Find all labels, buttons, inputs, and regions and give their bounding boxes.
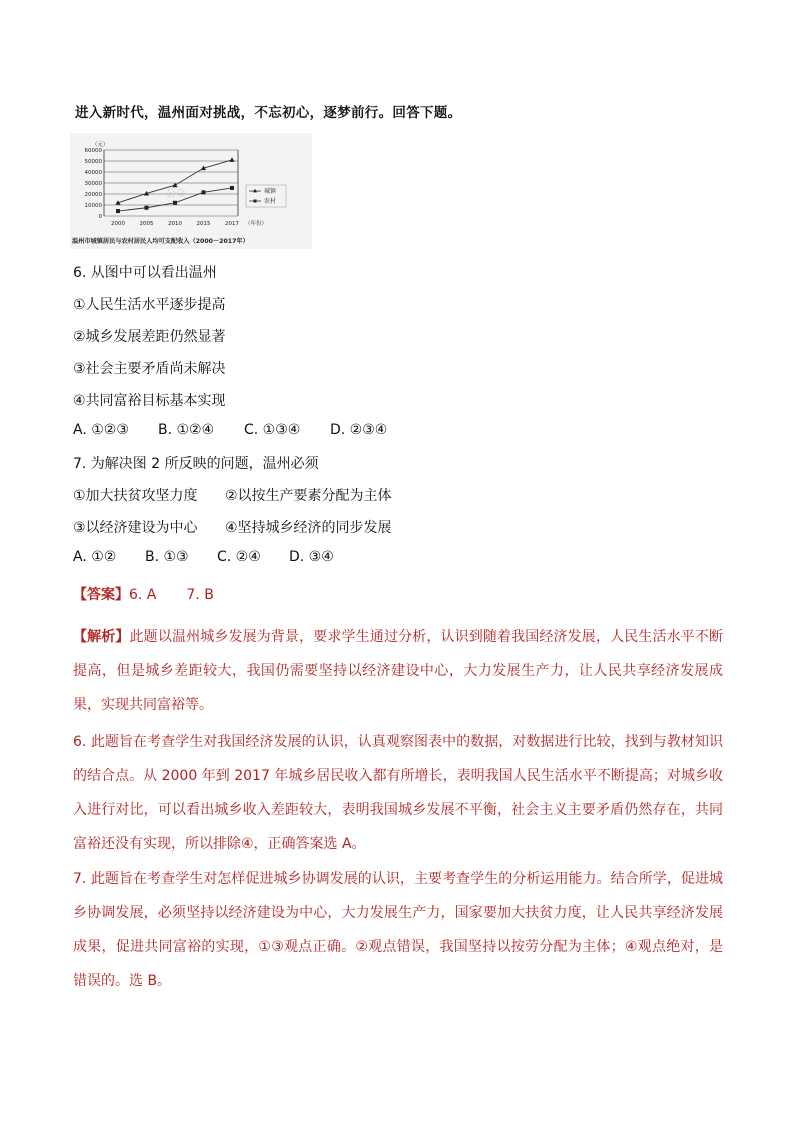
answer-line (73, 584, 214, 604)
x-tick-label: 2000 (111, 221, 125, 227)
y-tick-label: 60000 (84, 148, 102, 154)
q7-option-d: D. ③④ (289, 549, 334, 565)
q6-option-c: C. ①③④ (244, 422, 301, 438)
explanation-6: 6. 此题旨在考查学生对我国经济发展的认识，认真观察图表中的数据，对数据进行比较，找到与教材知识的结合点。从 2000 年到 2017 年城乡居民收入都有所增长，表明我国人民生活水平不断提高；对城乡收入进行对比，可以看出城乡收入差距较大，表明我国城乡发展不平衡，社会主义主要矛盾仍然存在，共同富裕还没有实现，所以排除④，正确答案选 A。 (73, 734, 723, 852)
q7-item-2: ②以按生产要素分配为主体 (225, 488, 392, 504)
series-point-rural (116, 209, 120, 213)
watermark-text: 公众 (166, 189, 186, 200)
answer-6: 6. A (129, 587, 157, 603)
chart-title: 温州市城镇居民与农村居民人均可支配收入（2000－2017年） (72, 238, 249, 245)
q7-item-1: ①加大扶贫攻坚力度 (73, 488, 198, 504)
q6-item-3: ③社会主要矛盾尚未解决 (73, 361, 226, 377)
legend-label-urban: 城镇 (264, 188, 277, 195)
q7-option-c: C. ②④ (217, 549, 261, 565)
legend-label-rural: 农村 (264, 198, 277, 205)
y-tick-label: 20000 (84, 192, 102, 198)
series-point-rural (145, 206, 149, 210)
x-tick-label: 2017 (225, 221, 239, 227)
q7-row-1 (73, 485, 392, 505)
legend-marker-rural (254, 200, 257, 203)
y-tick-label: 0 (98, 214, 102, 220)
x-tick-label: 2005 (139, 221, 154, 227)
answer-7: 7. B (186, 587, 214, 603)
answer-tag: 【答案】 (73, 587, 129, 603)
q7-item-4: ④坚持城乡经济的同步发展 (225, 520, 392, 536)
analysis-tag: 【解析】 (73, 629, 130, 645)
series-point-rural (173, 201, 177, 205)
q6-stem: 6. 从图中可以看出温州 (73, 265, 217, 281)
q6-option-a: A. ①②③ (73, 422, 129, 438)
x-tick-label: 2010 (168, 221, 182, 227)
y-tick-label: 50000 (84, 159, 102, 165)
intro-text: 进入新时代，温州面对挑战，不忘初心，逐梦前行。回答下题。 (75, 105, 462, 121)
q7-option-b: B. ①③ (145, 549, 189, 565)
income-chart (70, 133, 312, 249)
q7-stem: 7. 为解决图 2 所反映的问题，温州必须 (73, 456, 319, 472)
x-axis-label: （年份） (244, 221, 268, 227)
y-axis-label: （元） (92, 142, 109, 148)
y-tick-label: 10000 (84, 203, 102, 209)
series-point-rural (230, 186, 234, 190)
analysis-text: 此题以温州城乡发展为背景，要求学生通过分析，认识到随着我国经济发展，人民生活水平不断提高，但是城乡差距较大，我国仍需要坚持以经济建设中心，大力发展生产力，让人民共享经济发展成果，实现共同富裕等。 (73, 629, 724, 713)
q7-options (73, 549, 334, 565)
q7-option-a: A. ①② (73, 549, 117, 565)
explanation-7: 7. 此题旨在考查学生对怎样促进城乡协调发展的认识，主要考查学生的分析运用能力。结合所学，促进城乡协调发展，必须坚持以经济建设为中心，大力发展生产力，国家要加大扶贫力度，让人民共享经济发展成果，促进共同富裕的实现，①③观点正确。②观点错误，我国坚持以按劳分配为主体；④观点绝对，是错误的。选 B。 (73, 871, 723, 989)
analysis-paragraph (73, 620, 723, 722)
y-tick-label: 40000 (84, 170, 102, 176)
q6-option-b: B. ①②④ (158, 422, 215, 438)
q6-option-d: D. ②③④ (330, 422, 388, 438)
q6-item-1: ①人民生活水平逐步提高 (73, 297, 226, 313)
q7-row-2 (73, 517, 392, 537)
q6-item-4: ④共同富裕目标基本实现 (73, 393, 226, 409)
x-tick-label: 2015 (196, 221, 211, 227)
y-tick-label: 30000 (84, 181, 102, 187)
income-chart-svg (70, 133, 312, 249)
series-point-urban (229, 157, 234, 162)
q6-options (73, 422, 387, 438)
q7-item-3: ③以经济建设为中心 (73, 520, 198, 536)
series-point-rural (202, 190, 206, 194)
q6-item-2: ②城乡发展差距仍然显著 (73, 329, 226, 345)
